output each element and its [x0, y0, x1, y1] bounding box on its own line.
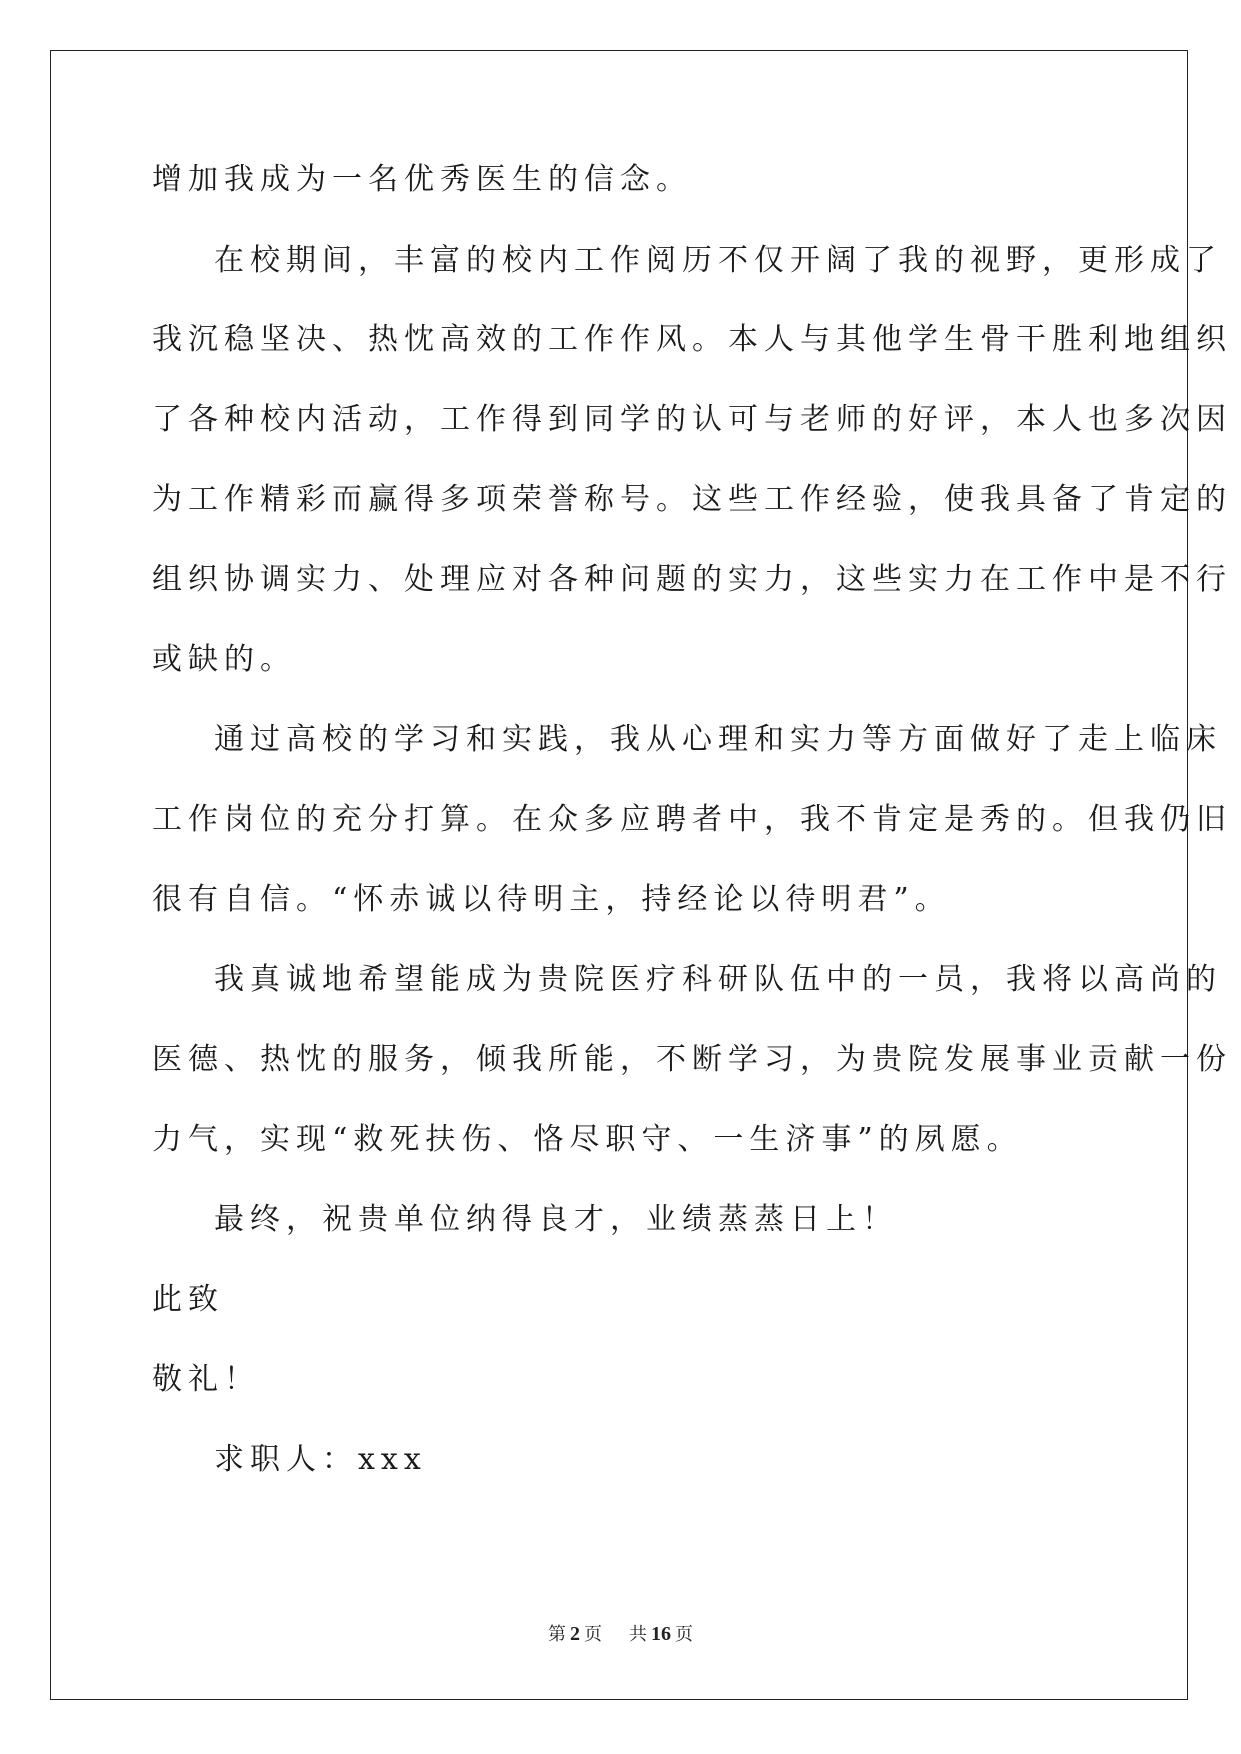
- total-suffix: 页: [674, 1624, 693, 1645]
- text-line: 我沉稳坚决、热忱高效的工作作风。本人与其他学生骨干胜利地组织: [152, 322, 1232, 357]
- page-footer: [0, 1622, 1241, 1647]
- text-line: 工作岗位的充分打算。在众多应聘者中，我不肯定是秀的。但我仍旧: [152, 802, 1232, 837]
- signature-applicant: 求职人：xxx: [214, 1442, 427, 1477]
- text-line: 很有自信。“怀赤诚以待明主，持经论以待明君”。: [152, 882, 951, 917]
- page-prefix: 第: [548, 1624, 567, 1645]
- paragraph-start-line: 在校期间，丰富的校内工作阅历不仅开阔了我的视野，更形成了: [214, 243, 1222, 278]
- text-line: 或缺的。: [152, 642, 296, 677]
- total-pages: 16: [650, 1623, 671, 1645]
- paragraph-start-line: 我真诚地希望能成为贵院医疗科研队伍中的一员，我将以高尚的: [214, 962, 1222, 997]
- text-line: 组织协调实力、处理应对各种问题的实力，这些实力在工作中是不行: [152, 562, 1232, 597]
- text-line: 了各种校内活动，工作得到同学的认可与老师的好评，本人也多次因: [152, 402, 1232, 437]
- salutation-cizhi: 此致: [152, 1282, 224, 1317]
- paragraph-start-line: 通过高校的学习和实践，我从心理和实力等方面做好了走上临床: [214, 722, 1222, 757]
- text-line: 增加我成为一名优秀医生的信念。: [152, 162, 692, 197]
- text-line: 力气，实现“救死扶伤、恪尽职守、一生济事”的夙愿。: [152, 1122, 1023, 1157]
- text-line: 医德、热忱的服务，倾我所能，不断学习，为贵院发展事业贡献一份: [152, 1042, 1232, 1077]
- salutation-jingli: 敬礼！: [152, 1362, 260, 1397]
- closing-wish: 最终，祝贵单位纳得良才，业绩蒸蒸日上！: [214, 1202, 898, 1237]
- page-suffix: 页: [584, 1624, 603, 1645]
- text-line: 为工作精彩而赢得多项荣誉称号。这些工作经验，使我具备了肯定的: [152, 482, 1232, 517]
- page-number: 2: [570, 1623, 581, 1645]
- total-prefix: 共: [628, 1624, 647, 1645]
